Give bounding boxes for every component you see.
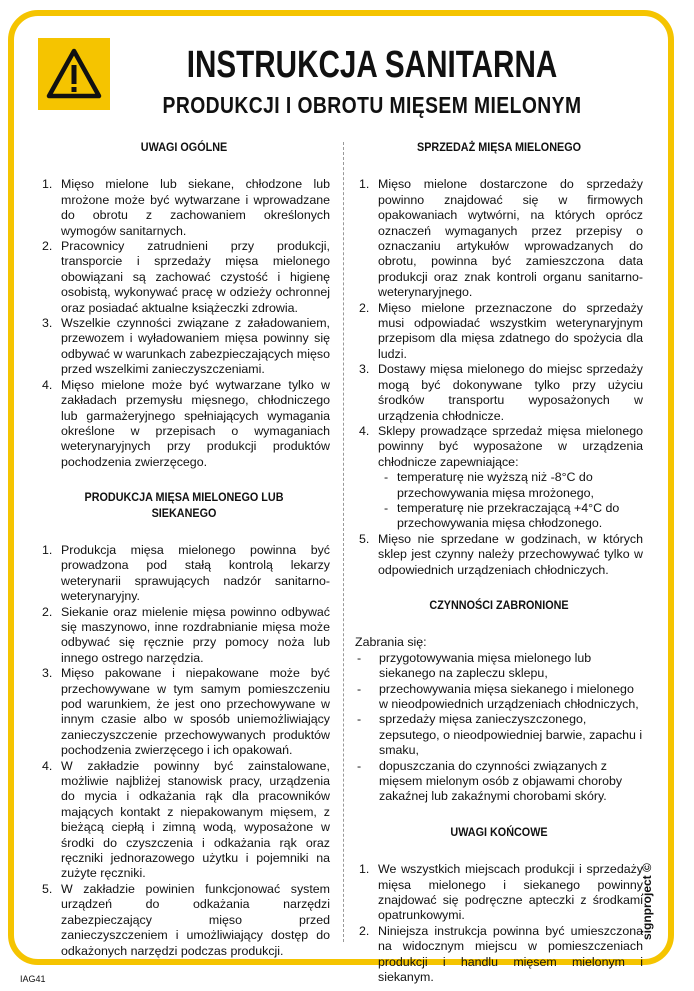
sales-list bbox=[355, 177, 643, 578]
production-list bbox=[38, 543, 330, 959]
list-item: 4. W zakładzie powinny być zainstalowane, możliwie najbliżej stanowisk pracy, urządzenia do mycia i odkażania rąk dla pracowników mających kontakt z niepakowanym mięsem, z bieżącą ciepłą i zimną wodą, wyposażone w środki do czyszczenia i odkażania rąk oraz ręczniki jednorazowego użytku i pojemniki na zużyte ręczniki. bbox=[42, 758, 330, 881]
page-subtitle: PRODUKCJI I OBROTU MIĘSEM MIELONYM bbox=[162, 92, 582, 118]
general-list bbox=[38, 177, 330, 470]
sub-list-item: - temperaturę nie przekraczającą +4°C do przechowywania mięsa chłodzonego. bbox=[378, 501, 643, 532]
list-item: - sprzedaży mięsa zanieczyszczonego, zepsutego, o nieodpowiedniej barwie, zapachu i smaku, bbox=[355, 712, 643, 758]
forbidden-intro: Zabrania się: bbox=[355, 635, 427, 650]
section-heading-forbidden: CZYNNOŚCI ZABRONIONE bbox=[429, 597, 569, 612]
list-item: 4. Sklepy prowadzące sprzedaż mięsa mielonego powinny być wyposażone w urządzenia chłodnicze zapewniające: - temperaturę nie wyższą niż -8°C do przechowywania mięsa mrożonego, - temperaturę nie przekraczającą +4°C do przechowywania mięsa chłodzonego. bbox=[355, 424, 643, 532]
section-heading-final: UWAGI KOŃCOWE bbox=[450, 824, 548, 839]
list-item: - przechowywania mięsa siekanego i mielonego w nieodpowiednich urządzeniach chłodniczych, bbox=[355, 682, 643, 713]
brand-mark: signproject © bbox=[640, 863, 654, 940]
section-heading-sales: SPRZEDAŻ MIĘSA MIELONEGO bbox=[416, 140, 581, 154]
list-item: 1. Produkcja mięsa mielonego powinna być prowadzona pod stałą kontrolą lekarzy weterynarii sprawujących nadzór sanitarno-weterynaryjny. bbox=[42, 542, 330, 604]
list-item: 2. Siekanie oraz mielenie mięsa powinno odbywać się maszynowo, inne rozdrabnianie mięsa może odbywać się ręcznie przy pomocy noża lub innego ostrego narzędzia. bbox=[42, 604, 330, 665]
section-heading-general: UWAGI OGÓLNE bbox=[140, 140, 228, 154]
list-item: - przygotowywania mięsa mielonego lub siekanego na zapleczu sklepu, bbox=[355, 651, 643, 682]
product-code: IAG41 bbox=[20, 974, 46, 984]
list-item: 3. Wszelkie czynności związane z załadowaniem, przewozem i wyładowaniem mięsa powinny się odbywać w warunkach zabezpieczających mięso przed wszelkimi zanieczyszczeniami. bbox=[42, 316, 330, 377]
temperature-sublist bbox=[378, 470, 643, 532]
list-item: - dopuszczania do czynności związanych z mięsem mielonym osób z objawami choroby zakaźnej lub zakaźnymi chorobami skóry. bbox=[355, 759, 643, 805]
forbidden-list bbox=[355, 651, 643, 805]
final-list bbox=[355, 862, 643, 985]
page-title: INSTRUKCJA SANITARNA bbox=[186, 44, 558, 86]
list-item: 3. Mięso pakowane i niepakowane może być przechowywane w tym samym pomieszczeniu pod warunkiem, że jest ono przechowywane w innym czasie albo w sposób uniemożliwiający zanieczyszczenie przechowywanych produktów pochodzenia zwierzęcego i ich opakowań. bbox=[42, 666, 330, 758]
warning-box bbox=[38, 38, 110, 110]
list-item: 1. Mięso mielone dostarczone do sprzedaży powinno znajdować się w firmowych opakowaniach wytwórni, na których oprócz oznaczeń wymaganych przez przepisy o oznaczaniu artykułów wprowadzanych do obrotu, powinna być zamieszczona data produkcji oraz znak kontroli organu sanitarno-weterynaryjnego. bbox=[359, 177, 643, 300]
list-item: 2. Mięso mielone przeznaczone do sprzedaży musi odpowiadać wszystkim weterynaryjnym przepisom dla mięsa zdatnego do spożycia dla ludzi. bbox=[359, 300, 643, 361]
list-item: 4. Mięso mielone może być wytwarzane tylko w zakładach przemysłu mięsnego, chłodniczego lub garmażeryjnego spełniających wymagania określone w przepisach o wymaganiach weterynaryjnych przy produkcji produktów pochodzenia zwierzęcego. bbox=[42, 377, 330, 469]
list-item: 5. Mięso nie sprzedane w godzinach, w których sklep jest czynny należy przechowywać tylko w odpowiednich urządzeniach chłodniczych. bbox=[359, 531, 643, 577]
left-column bbox=[38, 140, 330, 959]
list-item: 2. Pracownicy zatrudnieni przy produkcji, transporcie i sprzedaży mięsa mielonego obowiązani są zachować czystość i higienę osobistą, wykonywać pracę w odzieży ochronnej oraz posiadać aktualne książeczki zdrowia. bbox=[42, 239, 330, 315]
list-item: 3. Dostawy mięsa mielonego do miejsc sprzedaży mogą być dokonywane tylko przy użyciu środków transportu wyposażonych w urządzenia chłodnicze. bbox=[359, 362, 643, 423]
section-heading-production: PRODUKCJA MIĘSA MIELONEGO LUB SIEKANEGO bbox=[84, 490, 284, 520]
column-divider bbox=[343, 142, 344, 942]
list-item: 5. W zakładzie powinien funkcjonować system urządzeń do odkażania narzędzi zabezpieczający mięso przed zanieczyszczeniem i umożliwiający dostęp do odkażonych narzędzi podczas produkcji. bbox=[42, 881, 330, 958]
right-column bbox=[355, 140, 643, 986]
list-item: 1. Mięso mielone lub siekane, chłodzone lub mrożone może być wytwarzane i wprowadzane do obrotu z zachowaniem określonych wymogów sanitarnych. bbox=[42, 177, 330, 238]
list-item: 2. Niniejsza instrukcja powinna być umieszczona na widocznym miejscu w pomieszczeniach produkcji i handlu mięsem mielonym i siekanym. bbox=[359, 923, 643, 985]
list-item: 1. We wszystkich miejscach produkcji i sprzedaży mięsa mielonego i siekanego powinny znajdować się podręczne apteczki z środkami opatrunkowymi. bbox=[359, 862, 643, 923]
sub-list-item: - temperaturę nie wyższą niż -8°C do przechowywania mięsa mrożonego, bbox=[378, 470, 643, 501]
warning-triangle-icon bbox=[45, 45, 103, 103]
